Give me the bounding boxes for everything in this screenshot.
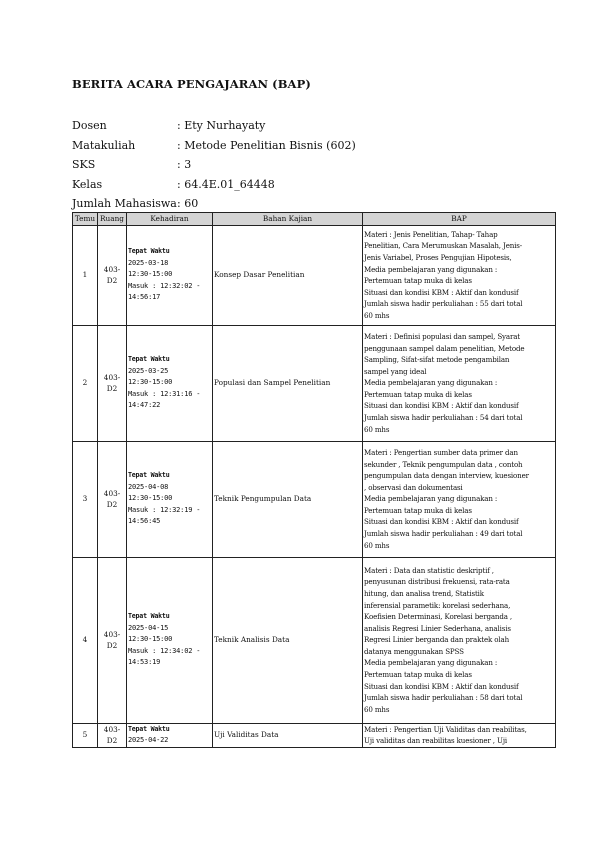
bap-line: , observasi dan dokumentasi — [364, 482, 463, 492]
table-row — [73, 557, 556, 723]
attendance-line: 2025-04-22 — [128, 736, 169, 745]
attendance-status: Tepat Waktu — [128, 247, 170, 256]
bap-line: Jumlah siswa hadir perkuliahan : 54 dari total — [364, 413, 523, 423]
cell-temu: 2 — [73, 325, 98, 441]
bap-line: Materi : Jenis Penelitian, Tahap- Tahap — [364, 229, 498, 239]
bap-line: Materi : Pengertian sumber data primer dan — [364, 447, 518, 457]
bap-line: Koefisien Determinasi, Korelasi berganda , — [364, 612, 513, 622]
cell-kehadiran — [127, 325, 213, 441]
cell-ruang: 403-D2 — [98, 557, 127, 723]
cell-kehadiran — [127, 225, 213, 325]
bap-table — [72, 212, 556, 748]
info-row — [72, 116, 356, 136]
attendance-line: 12:30-15:00 — [128, 378, 173, 387]
attendance-line: 14:56:17 — [128, 293, 161, 302]
bap-line: Regresi Linier berganda dan praktek olah — [364, 635, 509, 645]
bap-line: sekunder , Teknik pengumpulan data , contoh — [364, 459, 523, 469]
cell-ruang: 403-D2 — [98, 723, 127, 747]
bap-line: Pertemuan tatap muka di kelas — [364, 505, 472, 515]
header-bap: BAP — [363, 213, 556, 226]
header-temu: Temu — [73, 213, 98, 226]
attendance-line: Masuk : 12:32:19 - — [128, 505, 201, 514]
table-row — [73, 723, 556, 747]
info-value: : 64.4E.01_64448 — [177, 177, 275, 191]
bap-line: Media pembelajaran yang digunakan : — [364, 264, 498, 274]
bap-line: Uji validitas dan reabilitas kuesioner , Uji — [364, 736, 508, 746]
cell-bahan-kajian: Populasi dan Sampel Penelitian — [213, 325, 363, 441]
attendance-line: 14:56:45 — [128, 517, 161, 526]
bap-line: Sampling, Sifat-sifat metode pengambilan — [364, 355, 510, 365]
cell-temu: 5 — [73, 723, 98, 747]
attendance-line: Masuk : 12:32:02 - — [128, 281, 201, 290]
bap-line: Materi : Pengertian Uji Validitas dan reabilitas, — [364, 724, 527, 734]
bap-line: inferensial parametik: korelasi sederhana, — [364, 600, 511, 610]
attendance-line: 2025-03-18 — [128, 258, 169, 267]
table-header-row — [73, 213, 556, 226]
attendance-line: 14:47:22 — [128, 401, 161, 410]
bap-line: 60 mhs — [364, 704, 390, 714]
attendance-line: 12:30-15:00 — [128, 270, 173, 279]
bap-line: Situasi dan kondisi KBM : Aktif dan kondusif — [364, 287, 519, 297]
cell-temu: 1 — [73, 225, 98, 325]
cell-bap — [363, 723, 556, 747]
cell-temu: 4 — [73, 557, 98, 723]
attendance-status: Tepat Waktu — [128, 724, 170, 733]
bap-line: Jumlah siswa hadir perkuliahan : 49 dari total — [364, 529, 523, 539]
bap-line: 60 mhs — [364, 540, 390, 550]
page-title: BERITA ACARA PENGAJARAN (BAP) — [72, 77, 311, 91]
attendance-line: 2025-03-25 — [128, 366, 169, 375]
attendance-status: Tepat Waktu — [128, 355, 170, 364]
bap-line: Media pembelajaran yang digunakan : — [364, 378, 498, 388]
bap-line: Pertemuan tatap muka di kelas — [364, 389, 472, 399]
course-info — [72, 116, 356, 214]
attendance-status: Tepat Waktu — [128, 612, 170, 621]
bap-line: Materi : Definisi populasi dan sampel, Syarat — [364, 331, 520, 341]
bap-line: Pertemuan tatap muka di kelas — [364, 670, 472, 680]
table-row — [73, 441, 556, 557]
bap-line: Media pembelajaran yang digunakan : — [364, 494, 498, 504]
attendance-line: 14:53:19 — [128, 658, 161, 667]
attendance-status: Tepat Waktu — [128, 471, 170, 480]
cell-bap — [363, 325, 556, 441]
info-row — [72, 175, 356, 195]
bap-line: penyusunan distribusi frekuensi, rata-rata — [364, 577, 510, 587]
bap-line: Media pembelajaran yang digunakan : — [364, 658, 498, 668]
bap-line: Jenis Variabel, Proses Pengujian Hipotesis, — [364, 252, 512, 262]
info-row — [72, 136, 356, 156]
cell-kehadiran — [127, 441, 213, 557]
bap-line: penggunaan sampel dalam penelitian, Metode — [364, 343, 525, 353]
attendance-line: 2025-04-15 — [128, 623, 169, 632]
attendance-line: 12:30-15:00 — [128, 635, 173, 644]
bap-line: datanya menggunakan SPSS — [364, 646, 464, 656]
cell-bahan-kajian: Teknik Analisis Data — [213, 557, 363, 723]
attendance-line: 12:30-15:00 — [128, 494, 173, 503]
bap-line: hitung, dan analisa trend, Statistik — [364, 588, 484, 598]
bap-line: 60 mhs — [364, 310, 390, 320]
info-value: : 3 — [177, 158, 192, 172]
header-ruang: Ruang — [98, 213, 127, 226]
info-row — [72, 194, 356, 214]
info-row — [72, 155, 356, 175]
cell-bap — [363, 557, 556, 723]
cell-bahan-kajian: Teknik Pengumpulan Data — [213, 441, 363, 557]
table-row — [73, 225, 556, 325]
info-label: Dosen — [72, 119, 107, 133]
info-label: Matakuliah — [72, 138, 136, 152]
bap-line: Materi : Data dan statistic deskriptif , — [364, 565, 494, 575]
bap-line: Pertemuan tatap muka di kelas — [364, 276, 472, 286]
bap-line: Penelitian, Cara Merumuskan Masalah, Jenis- — [364, 241, 523, 251]
cell-ruang: 403-D2 — [98, 441, 127, 557]
attendance-line: 2025-04-08 — [128, 482, 169, 491]
cell-bap — [363, 225, 556, 325]
bap-line: 60 mhs — [364, 424, 390, 434]
bap-line: Jumlah siswa hadir perkuliahan : 58 dari total — [364, 693, 523, 703]
attendance-line: Masuk : 12:31:16 - — [128, 389, 201, 398]
bap-line: Jumlah siswa hadir perkuliahan : 55 dari total — [364, 299, 523, 309]
bap-line: analisis Regresi Linier Sederhana, analisis — [364, 623, 511, 633]
cell-kehadiran — [127, 723, 213, 747]
info-label: Jumlah Mahasiswa — [72, 197, 177, 211]
bap-line: sampel yang ideal — [364, 366, 427, 376]
bap-line: Situasi dan kondisi KBM : Aktif dan kondusif — [364, 401, 519, 411]
attendance-line: Masuk : 12:34:02 - — [128, 646, 201, 655]
cell-bahan-kajian: Konsep Dasar Penelitian — [213, 225, 363, 325]
info-label: Kelas — [72, 177, 103, 191]
info-label: SKS — [72, 158, 96, 172]
cell-bap — [363, 441, 556, 557]
table-row — [73, 325, 556, 441]
cell-ruang: 403-D2 — [98, 225, 127, 325]
header-bahan-kajian: Bahan Kajian — [213, 213, 363, 226]
bap-line: Situasi dan kondisi KBM : Aktif dan kondusif — [364, 681, 519, 691]
cell-ruang: 403-D2 — [98, 325, 127, 441]
header-kehadiran: Kehadiran — [127, 213, 213, 226]
info-value: : 60 — [177, 197, 199, 211]
cell-kehadiran — [127, 557, 213, 723]
cell-bahan-kajian: Uji Validitas Data — [213, 723, 363, 747]
bap-line: Situasi dan kondisi KBM : Aktif dan kondusif — [364, 517, 519, 527]
bap-line: pengumpulan data dengan interview, kuesioner — [364, 471, 529, 481]
info-value: : Ety Nurhayaty — [177, 119, 266, 133]
cell-temu: 3 — [73, 441, 98, 557]
info-value: : Metode Penelitian Bisnis (602) — [177, 138, 356, 152]
